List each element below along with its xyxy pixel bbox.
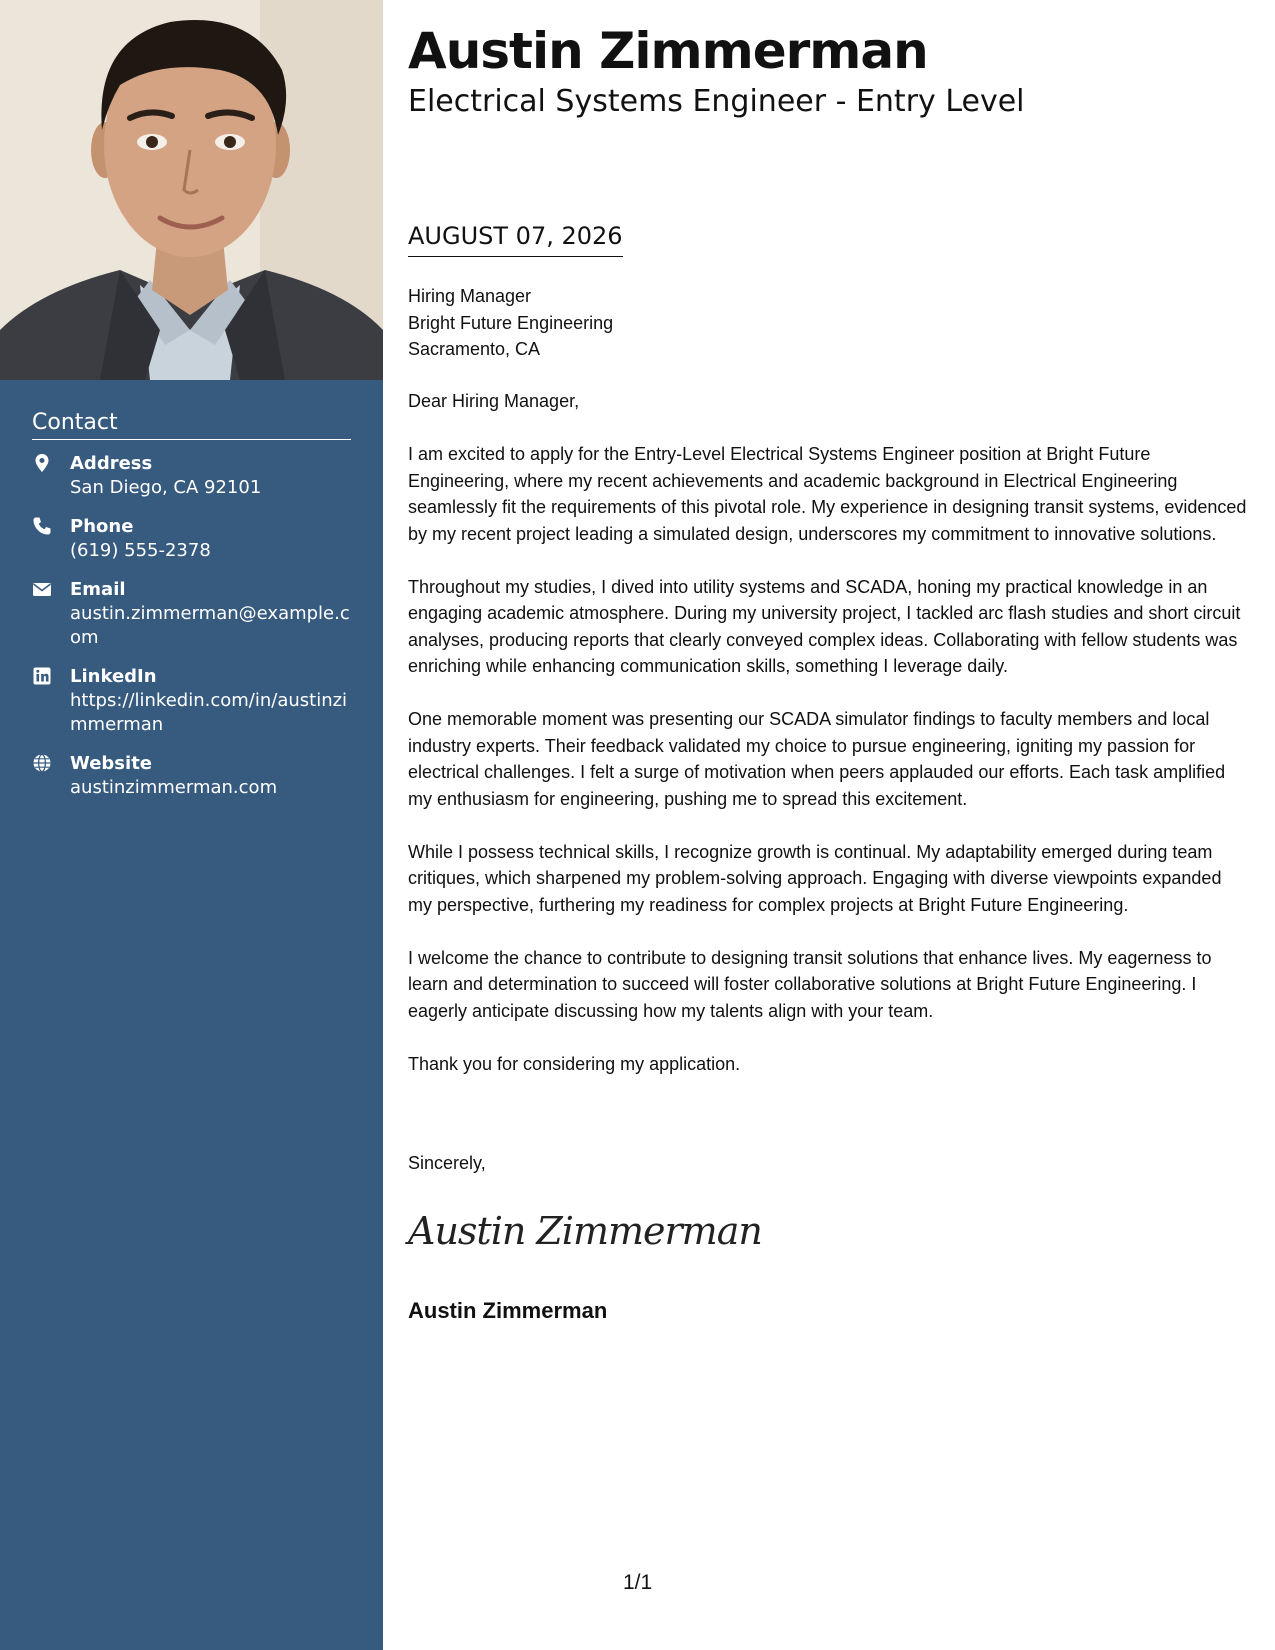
page-number: 1/1 xyxy=(623,1571,653,1594)
address-value: San Diego, CA 92101 xyxy=(70,477,262,498)
linkedin-link[interactable]: https://linkedin.com/in/austinzimmerman xyxy=(70,690,348,735)
globe-icon xyxy=(32,753,52,773)
contact-address xyxy=(32,452,351,500)
recipient-block xyxy=(408,283,613,363)
applicant-title: Electrical Systems Engineer - Entry Level xyxy=(408,84,1025,119)
handwritten-signature: Austin Zimmerman xyxy=(408,1209,762,1253)
applicant-name: Austin Zimmerman xyxy=(408,22,928,80)
letter-paragraph: I am excited to apply for the Entry-Level Electrical Systems Engineer position at Bright Future Engineering, where my recent achievements and academic background in Electrical Engineering seamlessly fit the requirements of this pivotal role. My experience in designing transit systems, evidenced by my recent project leading a simulated design, underscores my commitment to innovative solutions. xyxy=(408,444,1247,544)
letter-paragraph: While I possess technical skills, I recognize growth is continual. My adaptability emerged during team critiques, which sharpened my problem-solving approach. Engaging with diverse viewpoints expanded my perspective, furthering my readiness for complex projects at Bright Future Engineering. xyxy=(408,841,1222,915)
phone-icon xyxy=(32,516,52,536)
contact-linkedin xyxy=(32,665,351,737)
signer-name: Austin Zimmerman xyxy=(408,1298,608,1323)
profile-photo xyxy=(0,0,383,380)
letter-paragraph: I welcome the chance to contribute to designing transit solutions that enhance lives. My eagerness to learn and determination to succeed will foster collaborative solutions at Bright Future Engineering. I eagerly anticipate discussing how my talents align with your team. xyxy=(408,947,1212,1021)
contact-label: Email xyxy=(70,579,126,600)
recipient-name: Hiring Manager xyxy=(408,286,532,306)
recipient-company: Bright Future Engineering xyxy=(408,312,614,333)
sidebar xyxy=(0,0,383,1650)
phone-value[interactable]: (619) 555-2378 xyxy=(70,540,211,561)
map-pin-icon xyxy=(32,453,52,473)
recipient-location: Sacramento, CA xyxy=(408,339,541,359)
letter-closing: Sincerely, xyxy=(408,1153,486,1173)
letter-body xyxy=(408,388,1250,1104)
contact-label: Address xyxy=(70,453,153,474)
email-link[interactable]: austin.zimmerman@example.com xyxy=(70,603,350,648)
contact-label: LinkedIn xyxy=(70,666,157,687)
letter-paragraph: Throughout my studies, I dived into utility systems and SCADA, honing my practical knowledge in an engaging academic atmosphere. During my university project, I tackled arc flash studies and short circuit analyses, producing reports that clearly conveyed complex ideas. Collaborating with fellow students was enriching while enhancing communication skills, something I leverage daily. xyxy=(408,576,1241,676)
contact-label: Website xyxy=(70,753,153,774)
website-link[interactable]: austinzimmerman.com xyxy=(70,777,278,798)
letter-date: AUGUST 07, 2026 xyxy=(408,222,623,257)
contact-heading: Contact xyxy=(32,410,351,440)
contact-email xyxy=(32,578,351,650)
contact-website xyxy=(32,752,351,800)
letter-paragraph: One memorable moment was presenting our SCADA simulator findings to faculty members and local industry experts. Their feedback validated my choice to pursue engineering, igniting my passion for electrical challenges. I felt a surge of motivation when peers applauded our efforts. Each task amplified my enthusiasm for engineering, pushing me to spread this excitement. xyxy=(408,709,1226,809)
contact-section xyxy=(32,410,351,815)
contact-phone xyxy=(32,515,351,563)
contact-label: Phone xyxy=(70,516,134,537)
letter-paragraph: Thank you for considering my application. xyxy=(408,1053,741,1074)
linkedin-icon xyxy=(32,666,52,686)
salutation: Dear Hiring Manager, xyxy=(408,391,580,411)
envelope-icon xyxy=(32,579,52,599)
